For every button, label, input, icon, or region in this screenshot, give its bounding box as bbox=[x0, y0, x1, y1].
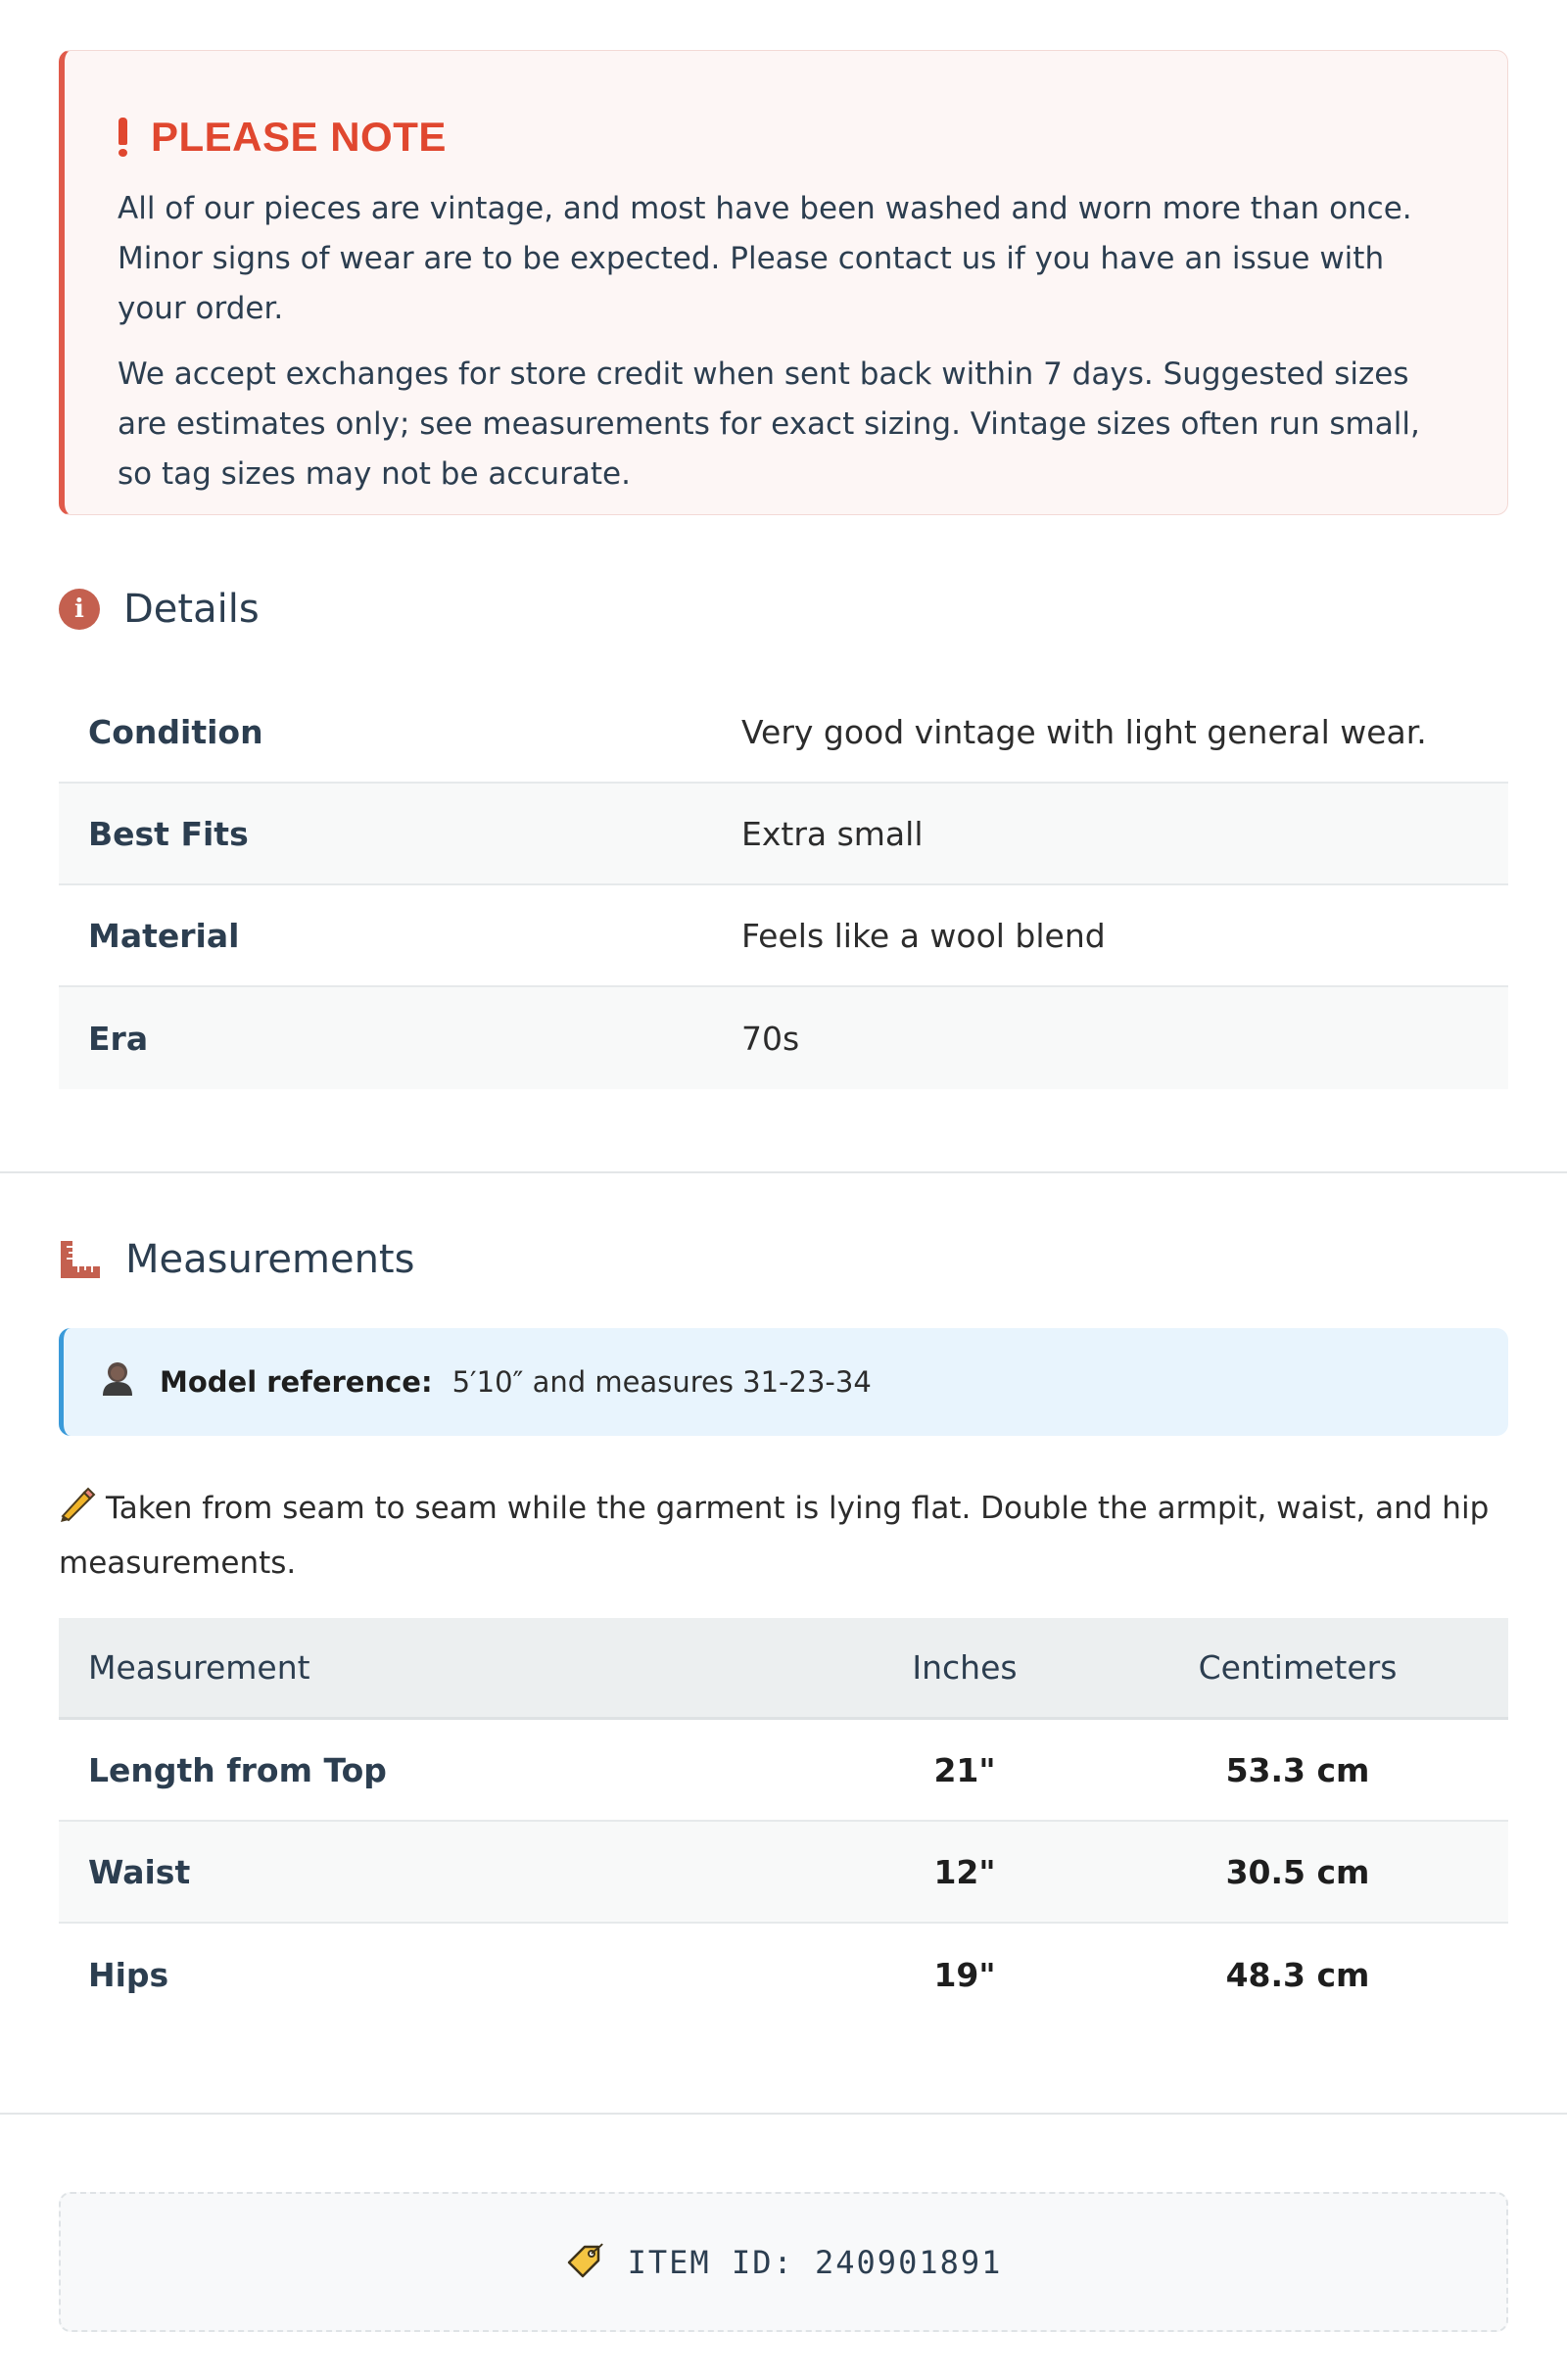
details-label: Era bbox=[88, 1019, 149, 1058]
measurement-name: Waist bbox=[88, 1852, 191, 1891]
measurement-cm: 53.3 cm bbox=[1225, 1750, 1370, 1789]
measurement-name: Hips bbox=[88, 1955, 169, 1994]
note-paragraph: We accept exchanges for store credit when sent back within 7 days. Suggested sizes are estimates only; see measurements for exact sizing. Vintage sizes often run small, so tag sizes may not be accurate. bbox=[118, 357, 1420, 492]
measurement-inches: 12" bbox=[933, 1852, 996, 1891]
measurement-name: Length from Top bbox=[88, 1750, 387, 1789]
section-divider bbox=[0, 2113, 1567, 2115]
please-note-box bbox=[59, 50, 1508, 515]
info-icon: i bbox=[59, 589, 100, 630]
details-value: Very good vintage with light general wear. bbox=[741, 712, 1427, 751]
model-reference-box bbox=[59, 1328, 1508, 1436]
note-header bbox=[118, 110, 1456, 165]
details-value: Extra small bbox=[741, 814, 924, 853]
measurement-instructions bbox=[59, 1483, 1508, 1589]
table-header-row bbox=[59, 1618, 1508, 1720]
ruler-icon bbox=[59, 1239, 102, 1280]
model-reference-label: Model reference: bbox=[160, 1365, 433, 1399]
model-reference-value: 5′10″ and measures 31-23-34 bbox=[451, 1365, 872, 1399]
measurements-title: Measurements bbox=[125, 1237, 415, 1282]
exclamation-icon bbox=[118, 118, 127, 157]
item-id-label: ITEM ID: 240901891 bbox=[627, 2243, 1003, 2281]
details-label: Condition bbox=[88, 712, 263, 751]
details-row bbox=[59, 784, 1508, 885]
measurement-cm: 30.5 cm bbox=[1225, 1852, 1370, 1891]
table-row bbox=[59, 1720, 1508, 1822]
tag-icon bbox=[565, 2241, 604, 2284]
column-header: Centimeters bbox=[1198, 1648, 1398, 1687]
measurements-heading bbox=[59, 1230, 1508, 1289]
table-row bbox=[59, 1822, 1508, 1924]
details-heading bbox=[59, 580, 1508, 639]
note-title: PLEASE NOTE bbox=[151, 114, 447, 160]
instructions-text: Taken from seam to seam while the garment is lying flat. Double the armpit, waist, and hip measurements. bbox=[59, 1491, 1490, 1581]
details-row bbox=[59, 987, 1508, 1089]
details-row bbox=[59, 885, 1508, 987]
column-header: Measurement bbox=[88, 1648, 310, 1687]
details-row bbox=[59, 682, 1508, 784]
item-id-box bbox=[59, 2192, 1508, 2332]
person-icon bbox=[101, 1360, 134, 1404]
measurement-inches: 21" bbox=[933, 1750, 996, 1789]
details-label: Best Fits bbox=[88, 814, 249, 853]
pencil-icon bbox=[59, 1487, 96, 1538]
measurement-inches: 19" bbox=[933, 1955, 996, 1994]
column-header: Inches bbox=[912, 1648, 1018, 1687]
details-label: Material bbox=[88, 916, 240, 955]
measurement-cm: 48.3 cm bbox=[1225, 1955, 1370, 1994]
details-title: Details bbox=[123, 587, 260, 632]
note-paragraph: All of our pieces are vintage, and most have been washed and worn more than once. Minor signs of wear are to be expected. Please contact us if you have an issue with your order. bbox=[118, 191, 1412, 326]
details-value: 70s bbox=[741, 1019, 800, 1058]
details-value: Feels like a wool blend bbox=[741, 916, 1106, 955]
measurements-table bbox=[59, 1618, 1508, 2025]
details-table bbox=[59, 682, 1508, 1089]
section-divider bbox=[0, 1171, 1567, 1173]
table-row bbox=[59, 1924, 1508, 2025]
